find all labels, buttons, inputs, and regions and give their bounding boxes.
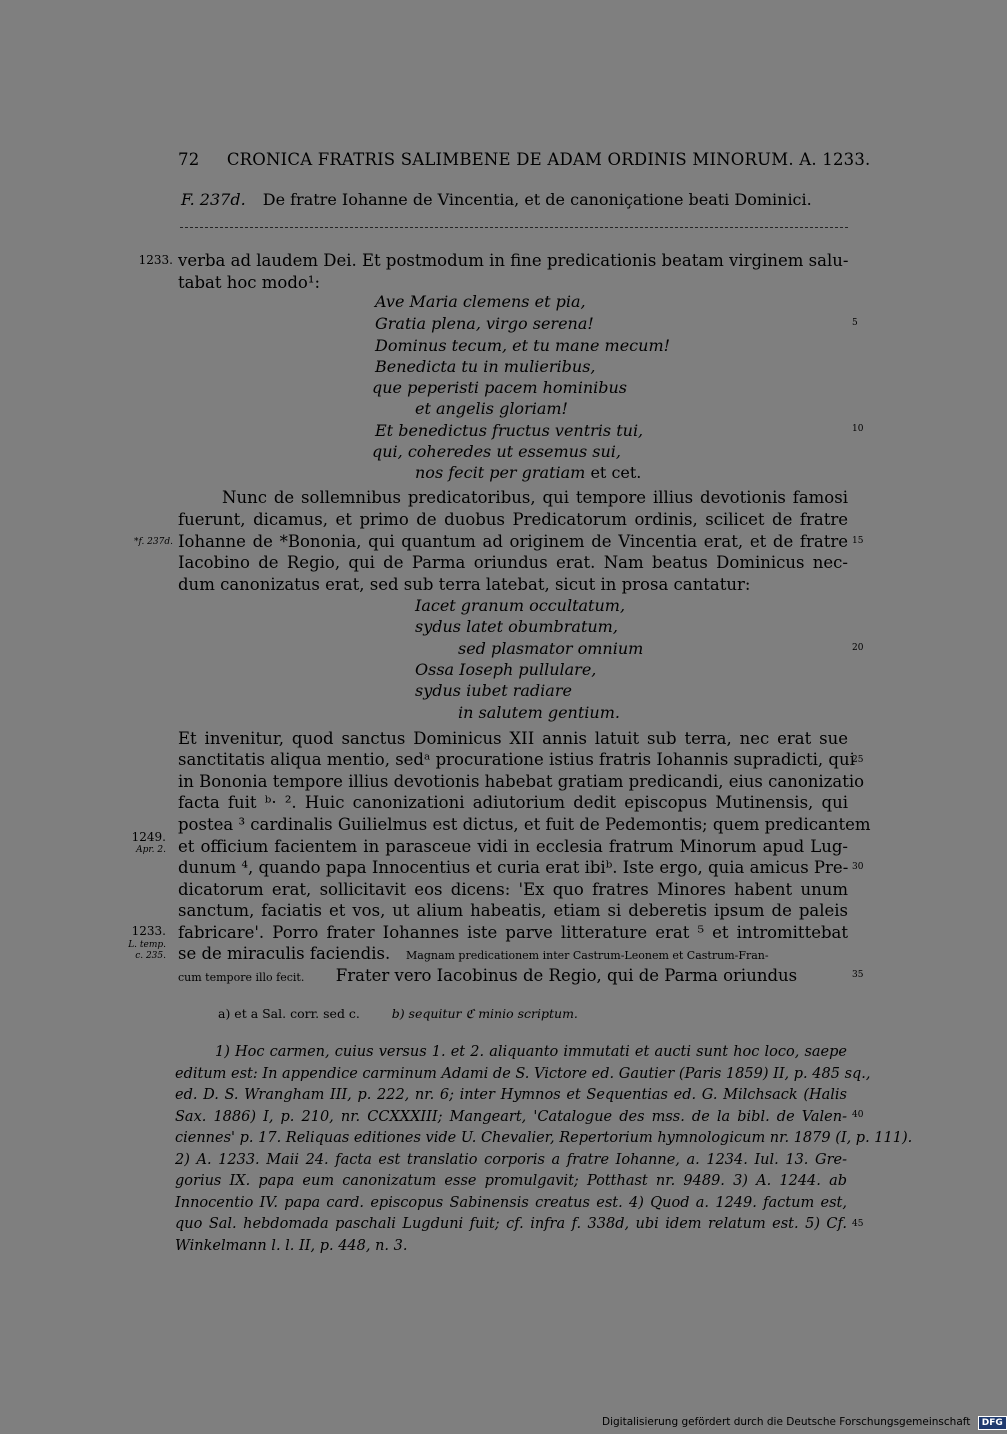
verse-line: Benedicta tu in mulieribus, xyxy=(375,357,596,376)
text-line xyxy=(178,965,848,989)
footnote-line: 1) Hoc carmen, cuius versus 1. et 2. aliquanto immutati et aucti sunt hoc loco, saepe xyxy=(215,1044,847,1060)
page-number: 72 xyxy=(178,150,200,169)
text-line: sanctitatis aliqua mentio, sedᵃ procuratione istius fratris Iohannis supradicti, qui xyxy=(178,750,855,769)
footnote-line: gorius IX. papa eum canonizatum esse promulgavit; Potthast nr. 9489. 3) A. 1244. ab xyxy=(175,1173,847,1189)
running-title: CRONICA FRATRIS SALIMBENE DE ADAM ORDINIS MINORUM. A. 1233. xyxy=(226,150,871,169)
text-line: Iacobino de Regio, qui de Parma oriundus erat. Nam beatus Dominicus nec- xyxy=(178,553,848,572)
verse-end: et cet. xyxy=(590,463,642,482)
apparatus xyxy=(218,1006,578,1021)
text-line: fabricare'. Porro frater Iohannes iste parve litterature erat ⁵ et intromittebat xyxy=(178,923,848,942)
footnote-line: Innocentio IV. papa card. episcopus Sabinensis creatus est. 4) Quod a. 1249. factum est, xyxy=(175,1195,847,1211)
verse-line: Ave Maria clemens et pia, xyxy=(375,292,586,311)
verse-line: que peperisti pacem hominibus xyxy=(372,378,628,397)
chapter-heading xyxy=(181,190,812,209)
verse-line: Gratia plena, virgo serena! xyxy=(375,314,594,333)
line-number: 10 xyxy=(852,424,864,434)
margin-year: 1233. xyxy=(138,253,173,267)
verse-line: sed plasmator omnium xyxy=(458,639,644,658)
footnote-line: ciennes' p. 17. Reliquas editiones vide U. Chevalier, Repertorium hymnologicum nr. 1879 (I, p. 111). xyxy=(175,1130,913,1146)
line-number: 5 xyxy=(852,318,858,328)
verse-line: sydus latet obumbratum, xyxy=(415,617,618,636)
footnote-line: 2) A. 1233. Maii 24. facta est translatio corporis a fratre Iohanne, a. 1234. Iul. 13. Gre- xyxy=(175,1152,847,1168)
apparatus-a: a) et a Sal. corr. sed c. xyxy=(218,1006,360,1021)
margin-date: Apr. 2. xyxy=(136,845,166,855)
text-line: verba ad laudem Dei. Et postmodum in fine predicationis beatam virginem salu- xyxy=(178,251,849,270)
heading-rule xyxy=(180,227,848,228)
text-line: Et invenitur, quod sanctus Dominicus XII annis latuit sub terra, nec erat sue xyxy=(178,729,848,748)
verse-line: et angelis gloriam! xyxy=(415,399,568,418)
text-segment: se de miraculis faciendis. xyxy=(178,944,391,963)
line-number: 35 xyxy=(852,970,864,980)
verse-line: Iacet granum occultatum, xyxy=(415,596,626,615)
text-line: sanctum, faciatis et vos, ut alium habeatis, etiam si deberetis ipsum de paleis xyxy=(178,901,848,920)
text-line: et officium facientem in parasceue vidi in ecclesia fratrum Minorum apud Lug- xyxy=(178,837,848,856)
text-line xyxy=(178,943,848,967)
line-number: 30 xyxy=(852,862,864,872)
footnote-line: Winkelmann l. l. II, p. 448, n. 3. xyxy=(175,1238,408,1254)
text-line: Nunc de sollemnibus predicatoribus, qui tempore illius devotionis famosi xyxy=(222,488,848,507)
verse-line: Dominus tecum, et tu mane mecum! xyxy=(375,336,671,355)
text-line: in Bononia tempore illius devotionis habebat gratiam predicandi, eius canonizatio xyxy=(178,772,865,791)
funding-text: Digitalisierung gefördert durch die Deutsche Forschungsgemeinschaft xyxy=(602,1416,971,1428)
funding-footer xyxy=(602,1416,1007,1430)
text-line: Iohanne de *Bononia, qui quantum ad originem de Vincentia erat, et de fratre xyxy=(178,532,848,551)
verse-line xyxy=(415,463,641,482)
margin-folio: *f. 237d. xyxy=(133,537,173,547)
verse-line: Et benedictus fructus ventris tui, xyxy=(375,421,644,440)
dfg-logo: DFG xyxy=(978,1416,1007,1430)
footnote-line: Sax. 1886) I, p. 210, nr. CCXXXIII; Mangeart, 'Catalogue des mss. de la bibl. de Valen- xyxy=(175,1109,847,1125)
text-segment-small: cum tempore illo fecit. xyxy=(178,971,305,984)
running-header xyxy=(178,150,871,169)
line-number: 20 xyxy=(852,643,864,653)
apparatus-b: b) sequitur ℭ minio scriptum. xyxy=(391,1006,578,1021)
line-number: 45 xyxy=(852,1219,864,1229)
text-line: dicatorum erat, sollicitavit eos dicens: 'Ex quo fratres Minores habent unum xyxy=(178,880,848,899)
text-line: dunum ⁴, quando papa Innocentius et curia erat ibiᵇ. Iste ergo, quia amicus Pre- xyxy=(178,858,849,877)
text-line: fuerunt, dicamus, et primo de duobus Predicatorum ordinis, scilicet de fratre xyxy=(178,510,848,529)
line-number: 40 xyxy=(852,1110,864,1120)
line-number: 15 xyxy=(852,536,864,546)
margin-year: 1233. xyxy=(131,924,166,938)
verse-line: in salutem gentium. xyxy=(458,703,620,722)
margin-year: 1249. xyxy=(131,830,166,844)
text-line: facta fuit ᵇ· ². Huic canonizationi adiutorium dedit episcopus Mutinensis, qui xyxy=(178,793,848,812)
verse-line: Ossa Ioseph pullulare, xyxy=(415,660,597,679)
folio-reference: F. 237d. xyxy=(181,190,246,209)
verse-line: qui, coheredes ut essemus sui, xyxy=(372,442,621,461)
text-line: postea ³ cardinalis Guilielmus est dictus, et fuit de Pedemontis; quem predicantem xyxy=(178,815,871,834)
margin-source: L. temp. xyxy=(128,940,166,950)
footnote-line: quo Sal. hebdomada paschali Lugduni fuit; cf. infra f. 338d, ubi idem relatum est. 5) Cf. xyxy=(175,1216,847,1232)
text-line: tabat hoc modo¹: xyxy=(178,273,321,292)
footnote-line: editum est: In appendice carminum Adami de S. Victore ed. Gautier (Paris 1859) II, p. 485 sq., xyxy=(175,1066,871,1082)
footnote-line: ed. D. S. Wrangham III, p. 222, nr. 6; inter Hymnos et Sequentias ed. G. Milchsack (Halis xyxy=(175,1087,847,1103)
margin-source: c. 235. xyxy=(135,951,166,961)
verse-text: nos fecit per gratiam xyxy=(415,463,586,482)
text-segment-small: Magnam predicationem inter Castrum-Leonem et Castrum-Fran- xyxy=(406,949,769,962)
text-segment: Frater vero Iacobinus de Regio, qui de Parma oriundus xyxy=(335,966,798,985)
chapter-title: De fratre Iohanne de Vincentia, et de canoniçatione beati Dominici. xyxy=(262,190,812,209)
text-line: dum canonizatus erat, sed sub terra latebat, sicut in prosa cantatur: xyxy=(178,575,751,594)
line-number: 25 xyxy=(852,755,864,765)
verse-line: sydus iubet radiare xyxy=(415,681,572,700)
